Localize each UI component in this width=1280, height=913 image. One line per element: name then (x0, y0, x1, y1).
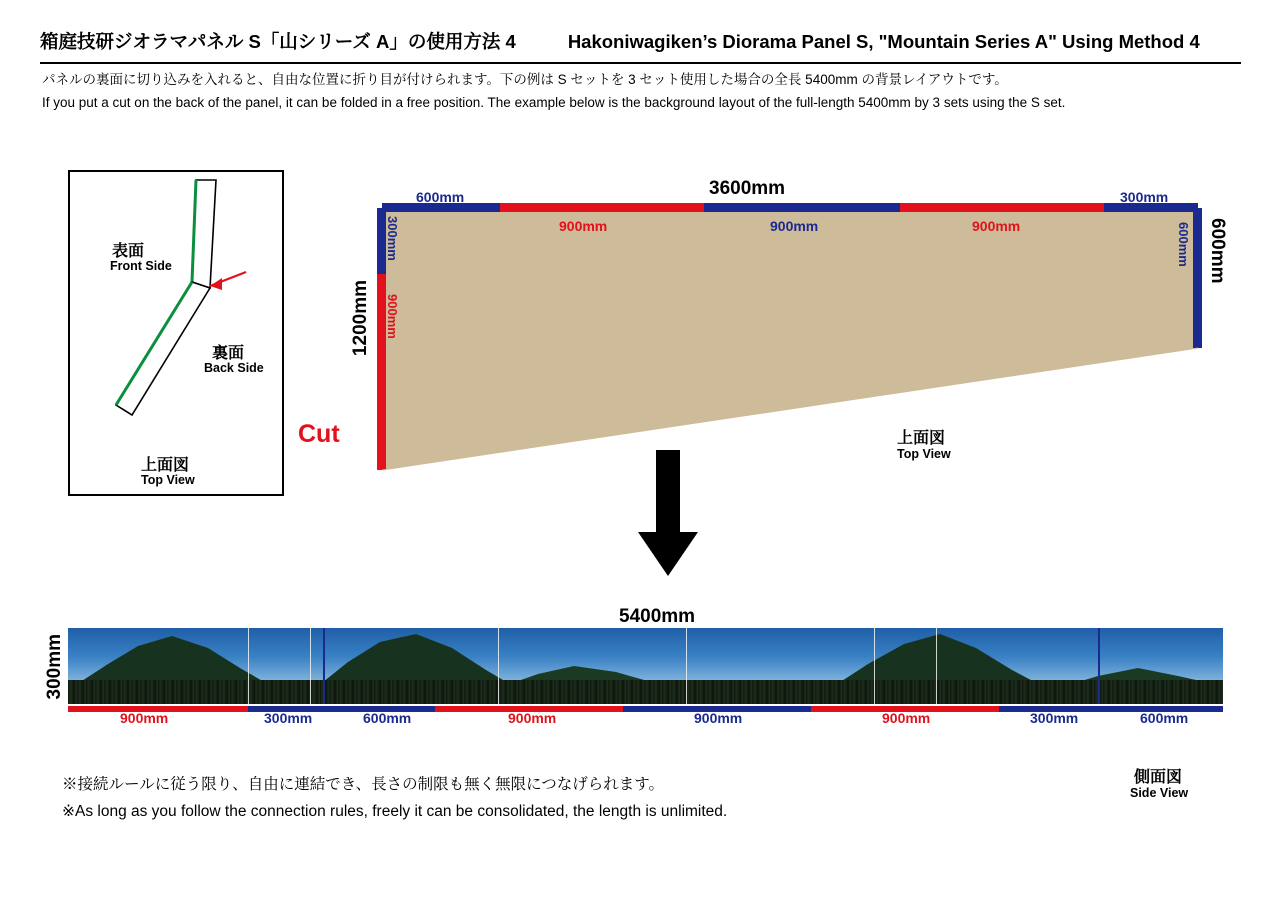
side-segment-label-5: 900mm (882, 710, 931, 726)
cut-label: Cut (298, 420, 340, 448)
top-segment-label-1: 900mm (559, 218, 608, 234)
top-segment-label-4: 300mm (1120, 189, 1169, 205)
header-divider (40, 62, 1241, 64)
front-side-label-en: Front Side (110, 259, 172, 273)
top-view-caption-en: Top View (897, 447, 951, 461)
top-view-caption-jp: 上面図 (897, 430, 946, 447)
back-side-label-en: Back Side (204, 361, 264, 375)
page-title-jp: 箱庭技研ジオラマパネル S「山シリーズ A」の使用方法 4 (40, 31, 516, 52)
page-title-en: Hakoniwagiken’s Diorama Panel S, "Mountain Series A" Using Method 4 (567, 31, 1200, 52)
side-view-height: 300mm (44, 634, 65, 700)
top-view-right-height: 600mm (1207, 218, 1228, 284)
side-segment-label-1: 300mm (264, 710, 313, 726)
side-segment-label-4: 900mm (694, 710, 743, 726)
side-view-caption-en: Side View (1130, 786, 1189, 800)
down-arrow-icon (636, 450, 700, 583)
top-segment-label-0: 600mm (416, 189, 465, 205)
front-side-label-jp: 表面 (112, 243, 145, 260)
subtitle-jp: パネルの裏面に切り込みを入れると、自由な位置に折り目が付けられます。下の例は S セットを 3 セット使用した場合の全長 5400mm の背景レイアウトです。 (42, 72, 1008, 87)
side-segment-label-0: 900mm (120, 710, 169, 726)
top-view-diagram (350, 170, 1240, 500)
note-jp: ※接続ルールに従う限り、自由に連結でき、長さの制限も無く無限につなげられます。 (62, 776, 665, 793)
header (40, 28, 1240, 54)
cut-diagram-box (68, 170, 340, 496)
side-view-caption-jp: 側面図 (1134, 769, 1183, 786)
note-en: ※As long as you follow the connection rules, freely it can be consolidated, the length is unlimited. (62, 803, 728, 820)
top-view-total-width: 3600mm (709, 178, 786, 199)
side-view-total-width: 5400mm (619, 606, 696, 627)
left-segment-label-0: 300mm (385, 216, 400, 261)
subtitle-en: If you put a cut on the back of the panel, it can be folded in a free position. The example below is the background layout of the full-length 5400mm by 3 sets using the S set. (42, 95, 1066, 110)
cut-diagram-view-label-jp: 上面図 (141, 457, 190, 474)
cut-diagram-view-label-en: Top View (141, 473, 195, 487)
left-segment-label-1: 900mm (385, 294, 400, 339)
cut-diagram-svg (70, 172, 278, 490)
top-view-left-height: 1200mm (350, 280, 371, 357)
side-segment-label-7: 600mm (1140, 710, 1189, 726)
back-side-label-jp: 裏面 (212, 345, 245, 362)
top-segment-label-2: 900mm (770, 218, 819, 234)
side-segment-label-6: 300mm (1030, 710, 1079, 726)
side-segment-label-2: 600mm (363, 710, 412, 726)
side-view-image (68, 628, 1223, 704)
side-segment-label-3: 900mm (508, 710, 557, 726)
top-segment-label-3: 900mm (972, 218, 1021, 234)
right-segment-label-0: 600mm (1176, 222, 1191, 267)
